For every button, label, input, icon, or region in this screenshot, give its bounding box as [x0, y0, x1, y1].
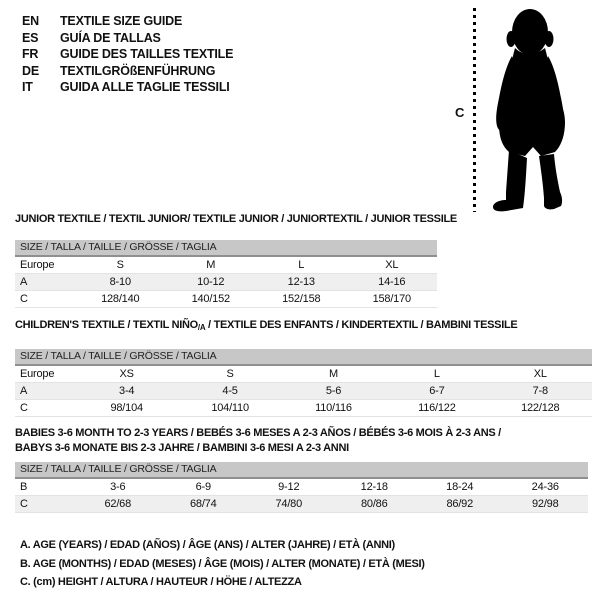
legend-line-a: A. AGE (YEARS) / EDAD (AÑOS) / ÂGE (ANS) / ALTER (JAHRE) / ETÀ (ANNI) [20, 539, 395, 551]
cell: XL [347, 257, 438, 274]
row-label: C [15, 496, 75, 513]
cell: L [385, 366, 488, 383]
language-row-es [22, 30, 233, 47]
table-row [15, 366, 592, 383]
cell: L [256, 257, 347, 274]
title-line-2: BABYS 3-6 MONATE BIS 2-3 JAHRE / BAMBINI 3-6 MESI A 2-3 ANNI [15, 442, 349, 454]
language-row-en [22, 13, 233, 30]
cell: 12-13 [256, 274, 347, 291]
toddler-silhouette-icon [479, 6, 597, 219]
language-code: DE [22, 63, 39, 78]
title-subscript: /A [197, 323, 206, 332]
cell: 10-12 [166, 274, 257, 291]
table-row [15, 383, 592, 400]
cell: 5-6 [282, 383, 385, 400]
size-header-bar: SIZE / TALLA / TAILLE / GRÖSSE / TAGLIA [15, 349, 592, 366]
height-dashed-line [473, 8, 476, 212]
language-title: GUÍA DE TALLAS [60, 30, 161, 45]
cell: 18-24 [417, 479, 503, 496]
cell: M [282, 366, 385, 383]
row-label: C [15, 291, 75, 308]
title-text: / TEXTILE DES ENFANTS / KINDERTEXTIL / BAMBINI TESSILE [205, 319, 518, 331]
language-title: TEXTILE SIZE GUIDE [60, 14, 183, 28]
language-title: TEXTILGRÖßENFÜHRUNG [60, 63, 216, 78]
language-row-de [22, 63, 233, 80]
cell: 74/80 [246, 496, 332, 513]
language-list [22, 13, 233, 96]
measurement-legend [20, 536, 425, 592]
legend-line-b: B. AGE (MONTHS) / EDAD (MESES) / ÂGE (MOIS) / ALTER (MONATE) / ETÀ (MESI) [20, 557, 425, 570]
cell: 98/104 [75, 400, 178, 417]
cell: S [75, 257, 166, 274]
junior-table-title: JUNIOR TEXTILE / TEXTIL JUNIOR/ TEXTILE JUNIOR / JUNIORTEXTIL / JUNIOR TESSILE [15, 213, 457, 225]
table-row [15, 291, 437, 308]
language-code: EN [22, 14, 39, 28]
row-label: Europe [15, 257, 75, 274]
height-measure-label: C [455, 105, 465, 120]
cell: M [166, 257, 257, 274]
cell: 8-10 [75, 274, 166, 291]
cell: 14-16 [347, 274, 438, 291]
language-code: ES [22, 30, 39, 45]
babies-size-table [15, 462, 588, 513]
row-label: C [15, 400, 75, 417]
title-line-1: BABIES 3-6 MONTH TO 2-3 YEARS / BEBÉS 3-6 MESES A 2-3 AÑOS / BÉBÉS 3-6 MOIS À 2-3 ANS / [15, 427, 501, 439]
language-title: GUIDA ALLE TAGLIE TESSILI [60, 80, 230, 94]
title-text: CHILDREN'S TEXTILE / TEXTIL NIÑO [15, 319, 198, 331]
table-row [15, 257, 437, 274]
table-row [15, 400, 592, 417]
size-header-bar: SIZE / TALLA / TAILLE / GRÖSSE / TAGLIA [15, 240, 437, 257]
cell: XL [489, 366, 592, 383]
cell: 128/140 [75, 291, 166, 308]
cell: XS [75, 366, 178, 383]
legend-line-c: C. (cm) HEIGHT / ALTURA / HAUTEUR / HÖHE / ALTEZZA [20, 576, 302, 588]
cell: 158/170 [347, 291, 438, 308]
cell: 6-7 [385, 383, 488, 400]
table-row [15, 274, 437, 291]
cell: 110/116 [282, 400, 385, 417]
cell: 24-36 [503, 479, 589, 496]
cell: 104/110 [178, 400, 281, 417]
cell: 3-4 [75, 383, 178, 400]
table-row [15, 479, 588, 496]
table-row [15, 496, 588, 513]
cell: 116/122 [385, 400, 488, 417]
language-title: GUIDE DES TAILLES TEXTILE [60, 47, 234, 61]
row-label: B [15, 479, 75, 496]
cell: 9-12 [246, 479, 332, 496]
cell: 152/158 [256, 291, 347, 308]
language-code: IT [22, 80, 33, 94]
language-code: FR [22, 47, 39, 61]
cell: 86/92 [417, 496, 503, 513]
language-row-fr [22, 46, 233, 63]
cell: 62/68 [75, 496, 161, 513]
row-label: Europe [15, 366, 75, 383]
cell: 12-18 [332, 479, 418, 496]
cell: 92/98 [503, 496, 589, 513]
cell: 4-5 [178, 383, 281, 400]
cell: 6-9 [161, 479, 247, 496]
row-label: A [15, 383, 75, 400]
cell: 3-6 [75, 479, 161, 496]
children-size-table [15, 349, 592, 417]
babies-table-title [15, 426, 501, 456]
cell: 68/74 [161, 496, 247, 513]
row-label: A [15, 274, 75, 291]
cell: 140/152 [166, 291, 257, 308]
children-table-title [15, 318, 517, 335]
size-header-bar: SIZE / TALLA / TAILLE / GRÖSSE / TAGLIA [15, 462, 588, 479]
junior-size-table [15, 240, 437, 308]
cell: 122/128 [489, 400, 592, 417]
cell: 80/86 [332, 496, 418, 513]
cell: 7-8 [489, 383, 592, 400]
language-row-it [22, 79, 233, 96]
cell: S [178, 366, 281, 383]
